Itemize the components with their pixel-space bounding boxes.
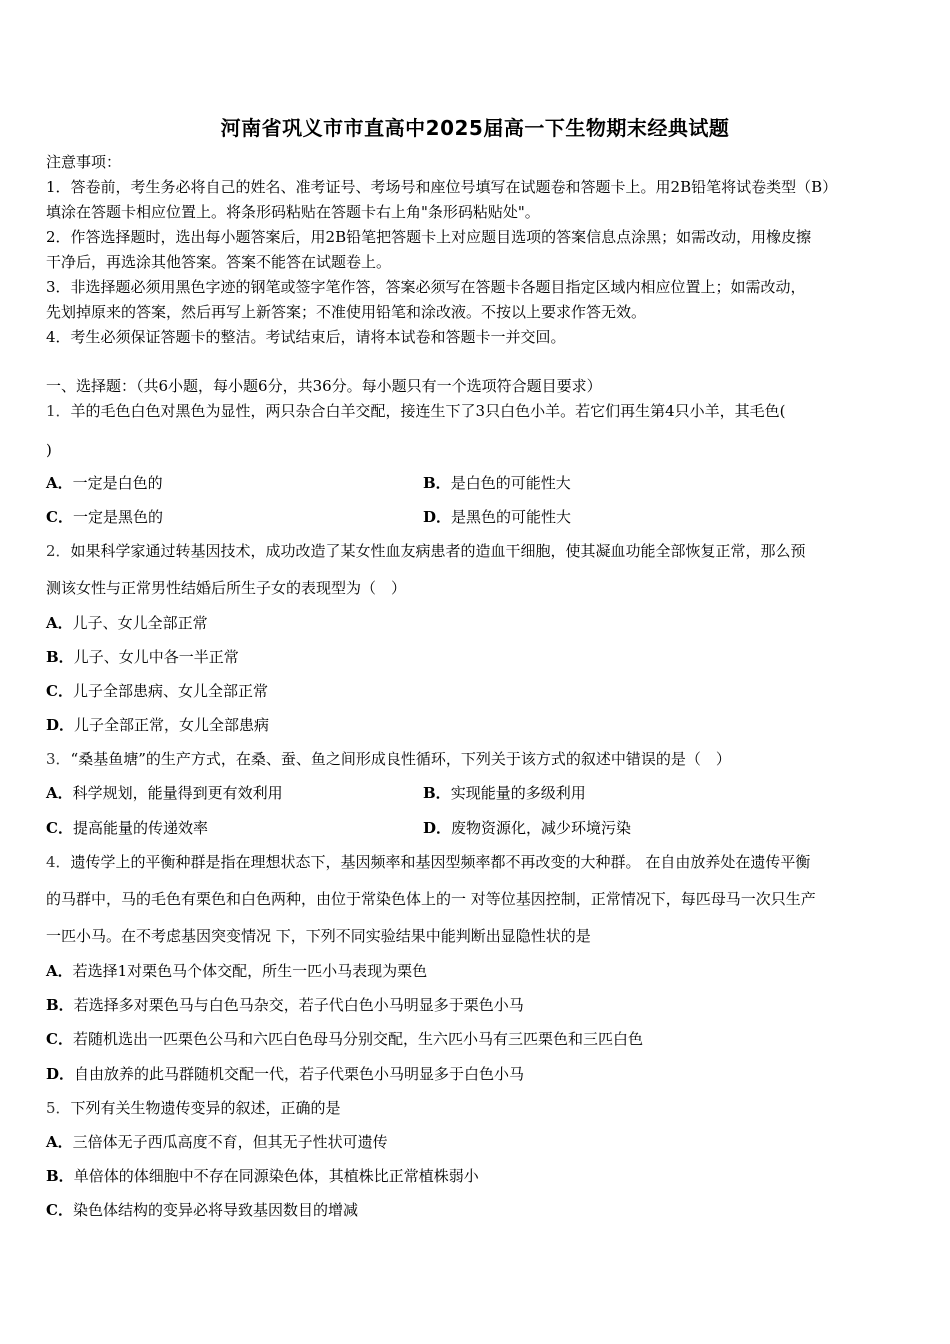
option-d[interactable]: D．是黑色的可能性大: [423, 508, 572, 526]
notes-line: 4．考生必须保证答题卡的整洁。考试结束后，请将本试卷和答题卡一并交回。: [46, 328, 566, 346]
question-4-stem-cont: 一匹小马。在不考虑基因突变情况 下，下列不同实验结果中能判断出显隐性状的是: [46, 927, 591, 945]
question-text: 羊的毛色白色对黑色为显性，两只杂合白羊交配，接连生下了3只白色小羊。若它们再生第4只小羊，其毛色(: [70, 402, 786, 420]
question-1-stem-cont: ): [46, 441, 52, 459]
option-c[interactable]: C．儿子全部患病、女儿全部正常: [46, 682, 268, 700]
question-text: 遗传学上的平衡种群是指在理想状态下，基因频率和基因型频率都不再改变的大种群。 在自由放养处在遗传平衡: [70, 853, 811, 871]
option-b[interactable]: B．单倍体的体细胞中不存在同源染色体，其植株比正常植株弱小: [46, 1167, 479, 1185]
notes-line: 先划掉原来的答案，然后再写上新答案；不准使用铅笔和涂改液。不按以上要求作答无效。: [46, 303, 647, 321]
option-row: [46, 783, 906, 803]
option-c[interactable]: C．染色体结构的变异必将导致基因数目的增减: [46, 1201, 358, 1219]
question-number: 2．: [46, 542, 71, 560]
question-1-stem: [46, 401, 906, 421]
option-d[interactable]: D．废物资源化，减少环境污染: [423, 819, 632, 837]
notes-line: 3．非选择题必须用黑色字迹的钢笔或签字笔作答，答案必须写在答题卡各题目指定区域内相应位置上；如需改动，: [46, 278, 806, 296]
option-row: [46, 507, 906, 527]
question-text: “桑基鱼塘”的生产方式，在桑、蚕、鱼之间形成良性循环，下列关于该方式的叙述中错误的是（ ）: [70, 750, 731, 768]
question-3-stem: [46, 749, 906, 769]
question-4-stem: [46, 852, 906, 872]
notes-heading: 注意事项：: [46, 153, 122, 171]
notes-line: 填涂在答题卡相应位置上。将条形码粘贴在答题卡右上角"条形码粘贴处"。: [46, 203, 540, 221]
question-number: 1．: [46, 402, 71, 420]
question-number: 3．: [46, 750, 71, 768]
question-2-stem-cont: 测该女性与正常男性结婚后所生子女的表现型为（ ）: [46, 579, 407, 597]
option-b[interactable]: B．若选择多对栗色马与白色马杂交，若子代白色小马明显多于栗色小马: [46, 996, 524, 1014]
exam-title: 河南省巩义市市直高中2025届高一下生物期末经典试题: [220, 116, 730, 140]
notes-line: 1．答卷前，考生务必将自己的姓名、准考证号、考场号和座位号填写在试题卷和答题卡上。用2B铅笔将试卷类型（B）: [46, 178, 838, 196]
option-row: [46, 473, 906, 493]
option-a[interactable]: A．三倍体无子西瓜高度不育，但其无子性状可遗传: [46, 1133, 388, 1151]
section-heading: 一、选择题：（共6小题，每小题6分，共36分。每小题只有一个选项符合题目要求）: [46, 377, 602, 395]
option-d[interactable]: D．儿子全部正常，女儿全部患病: [46, 716, 270, 734]
option-a[interactable]: A．一定是白色的: [46, 474, 163, 492]
option-a[interactable]: A．若选择1对栗色马个体交配，所生一匹小马表现为栗色: [46, 962, 428, 980]
question-text: 下列有关生物遗传变异的叙述，正确的是: [70, 1099, 341, 1117]
option-c[interactable]: C．提高能量的传递效率: [46, 819, 208, 837]
option-row: [46, 818, 906, 838]
question-text: 如果科学家通过转基因技术，成功改造了某女性血友病患者的造血干细胞，使其凝血功能全部恢复正常，那么预: [70, 542, 806, 560]
question-5-stem: [46, 1098, 906, 1118]
notes-line: 干净后，再选涂其他答案。答案不能答在试题卷上。: [46, 253, 392, 271]
option-a[interactable]: A．科学规划，能量得到更有效利用: [46, 784, 283, 802]
notes-line: 2．作答选择题时，选出每小题答案后，用2B铅笔把答题卡上对应题目选项的答案信息点涂黑；如需改动，用橡皮擦: [46, 228, 812, 246]
option-b[interactable]: B．儿子、女儿中各一半正常: [46, 648, 239, 666]
question-number: 4．: [46, 853, 71, 871]
option-d[interactable]: D．自由放养的此马群随机交配一代，若子代栗色小马明显多于白色小马: [46, 1065, 525, 1083]
option-c[interactable]: C．一定是黑色的: [46, 508, 163, 526]
question-2-stem: [46, 541, 906, 561]
option-a[interactable]: A．儿子、女儿全部正常: [46, 614, 208, 632]
option-b[interactable]: B．是白色的可能性大: [423, 474, 571, 492]
option-b[interactable]: B．实现能量的多级利用: [423, 784, 586, 802]
question-4-stem-cont: 的马群中，马的毛色有栗色和白色两种，由位于常染色体上的一 对等位基因控制，正常情况下，每匹母马一次只生产: [46, 890, 816, 908]
option-c[interactable]: C．若随机选出一匹栗色公马和六匹白色母马分别交配，生六匹小马有三匹栗色和三匹白色: [46, 1030, 643, 1048]
question-number: 5．: [46, 1099, 71, 1117]
